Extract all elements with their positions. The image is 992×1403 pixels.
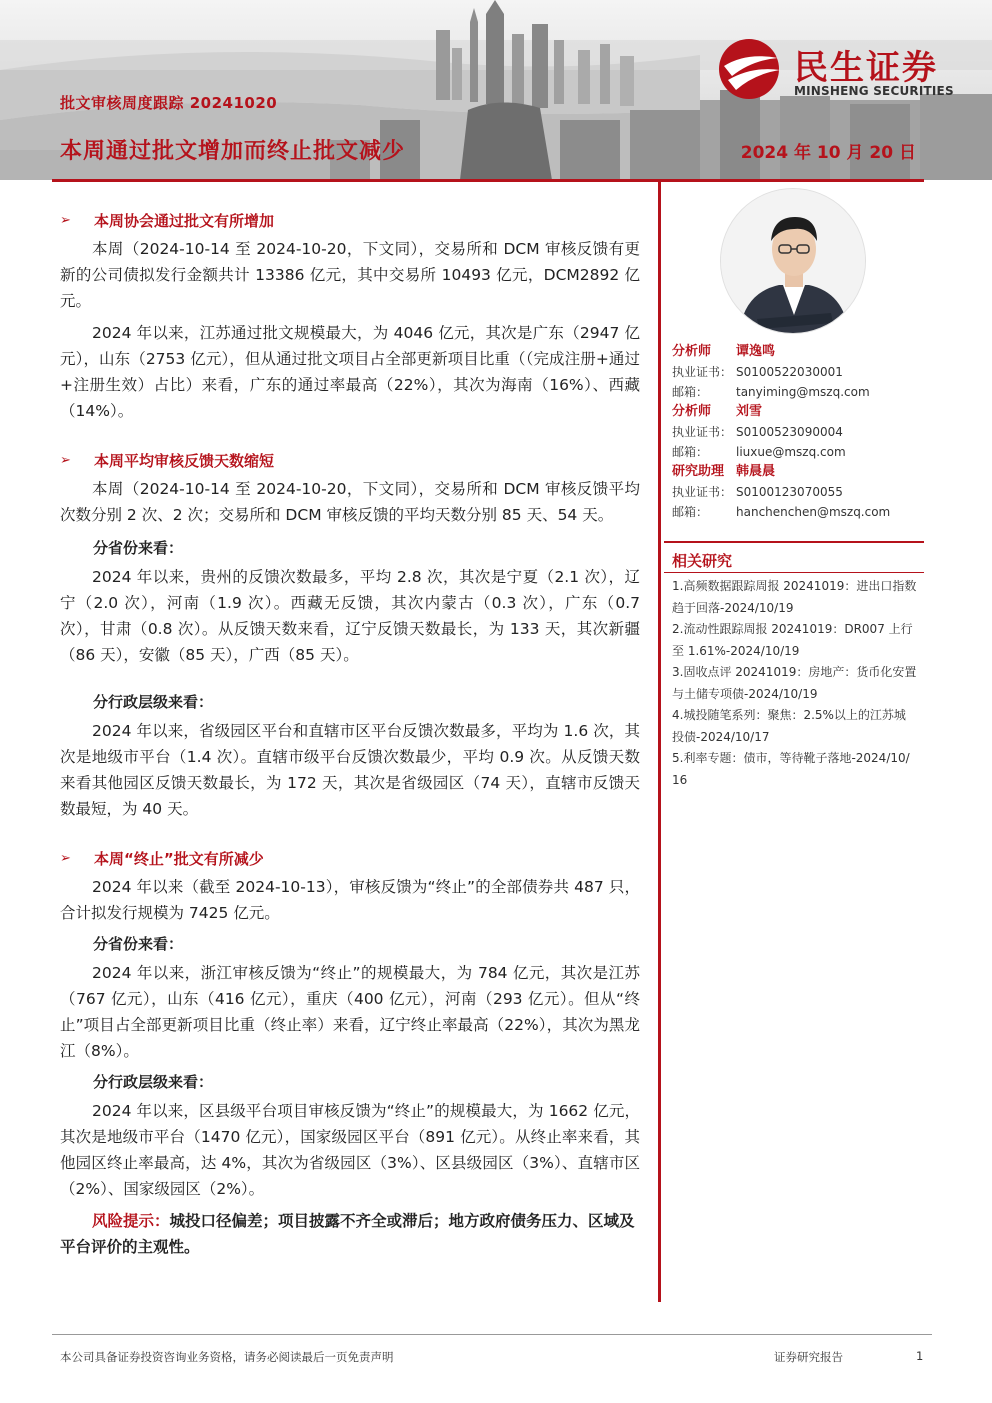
header-divider [52,179,924,182]
report-title: 本周通过批文增加而终止批文减少 [60,139,406,164]
related-divider-top [664,541,924,543]
section-heading-text: 本周协会通过批文有所增加 [94,211,275,230]
arrow-bullet-icon: ➢ [60,212,71,228]
cert-number: S0100523090004 [736,425,843,439]
related-research-list [672,576,924,791]
arrow-bullet-icon: ➢ [60,452,71,468]
analyst-cert-row [672,482,932,502]
related-item-line[interactable]: 16 [672,772,688,787]
email-label: 邮箱： [672,505,709,519]
cert-label: 执业证书： [672,425,733,439]
paragraph: 2024 年以来，区县级平台项目审核反馈为“终止”的规模最大，为 1662 亿元，其次是地级市平台（1470 亿元），国家级园区平台（891 亿元）。从终止率来看，其他园区终止率最高，达 4%，其次为省级园区（3%）、区县级园区（3%）、直辖市区（2%）、国家级园区（2%）。 [60,1102,640,1198]
logo-mark-icon [718,38,784,100]
sub-heading: 分行政层级来看： [93,693,214,711]
email-address[interactable]: liuxue@mszq.com [736,445,846,459]
paragraph: 2024 年以来，江苏通过批文规模最大，为 4046 亿元，其次是广东（2947 亿元），山东（2753 亿元），但从通过批文项目占全部更新项目比重（（完成注册+通过+注册生效）占比）来看，广东的通过率最高（22%），其次为海南（16%）、西藏（14%）。 [60,324,640,420]
logo-english-name: MINSHENG SECURITIES [794,84,954,98]
analyst-role: 研究助理 [672,464,725,479]
report-series-title: 批文审核周度跟踪 20241020 [60,94,278,112]
cert-number: S0100522030001 [736,365,843,379]
related-item-line[interactable]: 1.高频数据跟踪周报 20241019：进出口指数 [672,579,917,593]
analyst-cert-row [672,362,932,382]
paragraph: 本周（2024-10-14 至 2024-10-20，下文同），交易所和 DCM 审核反馈有更新的公司债拟发行金额共计 13386 亿元，其中交易所 10493 亿元，DCM2892 亿元。 [60,240,640,310]
analyst-cert-row [672,422,932,442]
analyst-email-row [672,502,932,522]
analyst-name-row [672,462,932,482]
related-research-title: 相关研究 [672,552,733,570]
related-item-line[interactable]: 3.固收点评 20241019：房地产：货币化安置 [672,665,917,679]
logo-chinese-name: 民生证券 [794,48,938,88]
related-item-line[interactable]: 至 1.61%-2024/10/19 [672,643,800,658]
sub-heading: 分省份来看： [93,935,184,953]
analyst-role: 分析师 [672,404,712,419]
analyst-name: 刘雪 [736,404,763,419]
email-label: 邮箱： [672,385,709,399]
analyst-portrait-image [721,189,866,334]
analyst-name: 韩晨晨 [736,464,776,479]
email-address[interactable]: tanyiming@mszq.com [736,385,870,399]
analyst-email-row [672,442,932,462]
section-heading [60,846,640,870]
analyst-role: 分析师 [672,344,712,359]
related-divider [664,572,924,573]
analyst-email-row [672,382,932,402]
risk-label: 风险提示： [92,1212,170,1230]
risk-text: 城投口径偏差；项目披露不齐全或滞后；地方政府债务压力、区域及平台评价的主观性。 [60,1212,635,1256]
related-item-line[interactable]: 趋于回落-2024/10/19 [672,600,794,615]
paragraph: 2024 年以来，贵州的反馈次数最多，平均 2.8 次，其次是宁夏（2.1 次），辽宁（2.0 次），河南（1.9 次）。西藏无反馈，其次内蒙古（0.3 次），广东（0.7 次），甘肃（0.8 次）。从反馈天数来看，辽宁反馈天数最长，为 133 天，其次新疆（86 天），安徽（85 天），广西（85 天）。 [60,568,640,664]
paragraph: 2024 年以来，省级园区平台和直辖市区平台反馈次数最多，平均为 1.6 次，其次是地级市平台（1.4 次）。直辖市级平台反馈次数最少，平均 0.9 次。从反馈天数来看其他园区反馈天数最长，为 172 天，其次是省级园区（74 天），直辖市反馈天数最短，为 40 天。 [60,722,640,818]
paragraph: 本周（2024-10-14 至 2024-10-20，下文同），交易所和 DCM 审核反馈平均次数分别 2 次、2 次；交易所和 DCM 审核反馈的平均天数分别 85 天、54 天。 [60,480,640,524]
page-number: 1 [916,1349,924,1363]
arrow-bullet-icon: ➢ [60,850,71,866]
paragraph: 2024 年以来，浙江审核反馈为“终止”的规模最大，为 784 亿元，其次是江苏（767 亿元），山东（416 亿元），重庆（400 亿元），河南（293 亿元）。但从“终止”项目占全部更新项目比重（终止率）来看，辽宁终止率最高（22%），其次为黑龙江（8%）。 [60,964,640,1060]
email-address[interactable]: hanchenchen@mszq.com [736,505,891,519]
section-heading-text: 本周“终止”批文有所减少 [94,849,264,868]
main-content [60,208,640,1260]
footer-divider [52,1334,932,1335]
cert-number: S0100123070055 [736,485,843,499]
analyst-name-row [672,402,932,422]
company-logo [718,38,968,102]
related-item-line[interactable]: 投债-2024/10/17 [672,729,770,744]
header-banner [0,0,992,180]
related-item-line[interactable]: 与土储专项债-2024/10/19 [672,686,818,701]
related-item-line[interactable]: 4.城投随笔系列：聚焦：2.5%以上的江苏城 [672,708,906,722]
sub-heading: 分行政层级来看： [93,1073,214,1091]
related-item-line[interactable]: 2.流动性跟踪周报 20241019：DR007 上行 [672,622,913,636]
cert-label: 执业证书： [672,485,733,499]
analyst-info [672,342,932,522]
analyst-photo [720,188,866,334]
column-divider [658,182,661,1302]
related-item-line[interactable]: 5.利率专题：债市，等待靴子落地-2024/10/ [672,751,910,765]
risk-warning [60,1208,640,1260]
paragraph: 2024 年以来（截至 2024-10-13），审核反馈为“终止”的全部债券共 487 只，合计拟发行规模为 7425 亿元。 [60,878,640,922]
footer-doc-type: 证券研究报告 [774,1350,843,1364]
report-date: 2024 年 10 月 20 日 [740,143,916,163]
section-heading [60,208,640,232]
cert-label: 执业证书： [672,365,733,379]
analyst-name: 谭逸鸣 [736,344,776,359]
sub-heading: 分省份来看： [93,539,184,557]
section-heading [60,448,640,472]
email-label: 邮箱： [672,445,709,459]
footer-disclaimer: 本公司具备证券投资咨询业务资格，请务必阅读最后一页免责声明 [60,1350,394,1364]
analyst-name-row [672,342,932,362]
section-heading-text: 本周平均审核反馈天数缩短 [94,451,275,470]
